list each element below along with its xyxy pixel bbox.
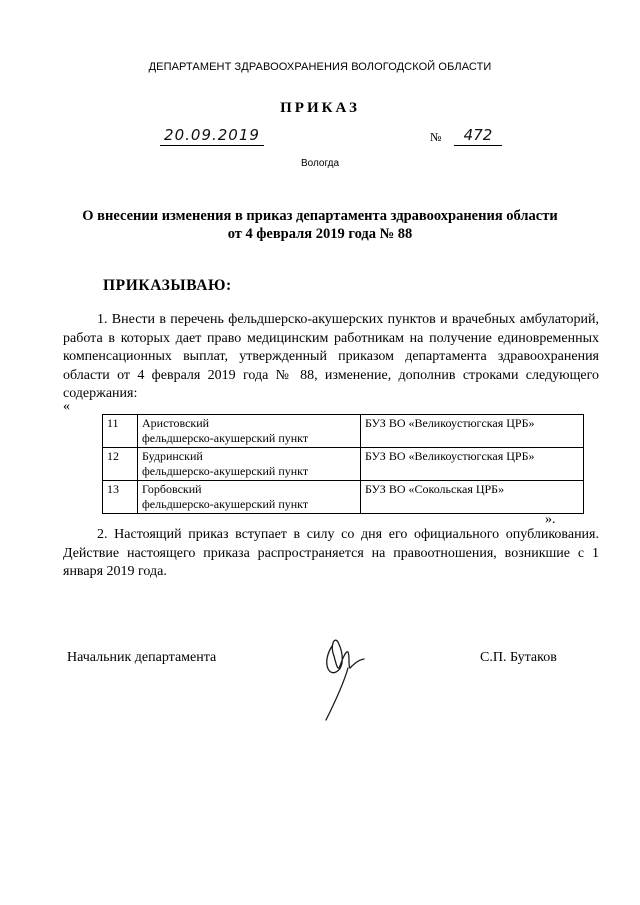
quote-open: « (63, 399, 70, 414)
table-row (103, 448, 584, 481)
order-heading: ПРИКАЗЫВАЮ: (103, 277, 232, 294)
row-number: 12 (103, 448, 138, 481)
number-field (454, 123, 502, 146)
signature-stroke (326, 640, 364, 720)
facility-name-line2: фельдшерско-акушерский пункт (142, 431, 309, 445)
facility-name (138, 415, 361, 448)
organization: БУЗ ВО «Великоустюгская ЦРБ» (361, 448, 584, 481)
facility-name-line1: Аристовский (142, 416, 210, 430)
number-label: № (430, 130, 442, 144)
table-row (103, 481, 584, 514)
date-field (160, 123, 264, 146)
department-header: ДЕПАРТАМЕНТ ЗДРАВООХРАНЕНИЯ ВОЛОГОДСКОЙ ОБЛАСТИ (148, 61, 492, 73)
row-number: 11 (103, 415, 138, 448)
facilities-table (102, 414, 584, 514)
document-type-title: ПРИКАЗ (280, 100, 360, 116)
city-name: Вологда (300, 158, 340, 169)
paragraph-1: 1. Внести в перечень фельдшерско-акушерских пунктов и врачебных амбулаторий, работа в которых дает право медицинским работникам на получение единовременных компенсационных выплат, утвержденный приказом департамента здравоохранения области от 4 февраля 2019 года № 88, изменение, дополнив строками следующего содержания: (63, 312, 599, 401)
facility-name-line2: фельдшерско-акушерский пункт (142, 464, 309, 478)
signer-title: Начальник департамента (67, 650, 217, 665)
facility-name-line1: Будринский (142, 449, 203, 463)
facility-name (138, 481, 361, 514)
handwritten-number: 472 (463, 126, 493, 144)
row-number: 13 (103, 481, 138, 514)
facility-name-line2: фельдшерско-акушерский пункт (142, 497, 309, 511)
document-subject (0, 207, 640, 243)
signature-image (318, 632, 372, 724)
quote-close: ». (545, 512, 556, 527)
facility-name (138, 448, 361, 481)
table-row (103, 415, 584, 448)
organization: БУЗ ВО «Сокольская ЦРБ» (361, 481, 584, 514)
signer-name: С.П. Бутаков (480, 650, 557, 665)
organization: БУЗ ВО «Великоустюгская ЦРБ» (361, 415, 584, 448)
facility-name-line1: Горбовский (142, 482, 202, 496)
subject-line-1: О внесении изменения в приказ департамента здравоохранения области (82, 208, 558, 224)
handwritten-date: 20.09.2019 (164, 126, 260, 144)
subject-line-2: от 4 февраля 2019 года № 88 (227, 226, 413, 242)
paragraph-2: 2. Настоящий приказ вступает в силу со дня его официального опубликования. Действие настоящего приказа распространяется на правоотношения, возникшие с 1 января 2019 года. (63, 527, 599, 579)
